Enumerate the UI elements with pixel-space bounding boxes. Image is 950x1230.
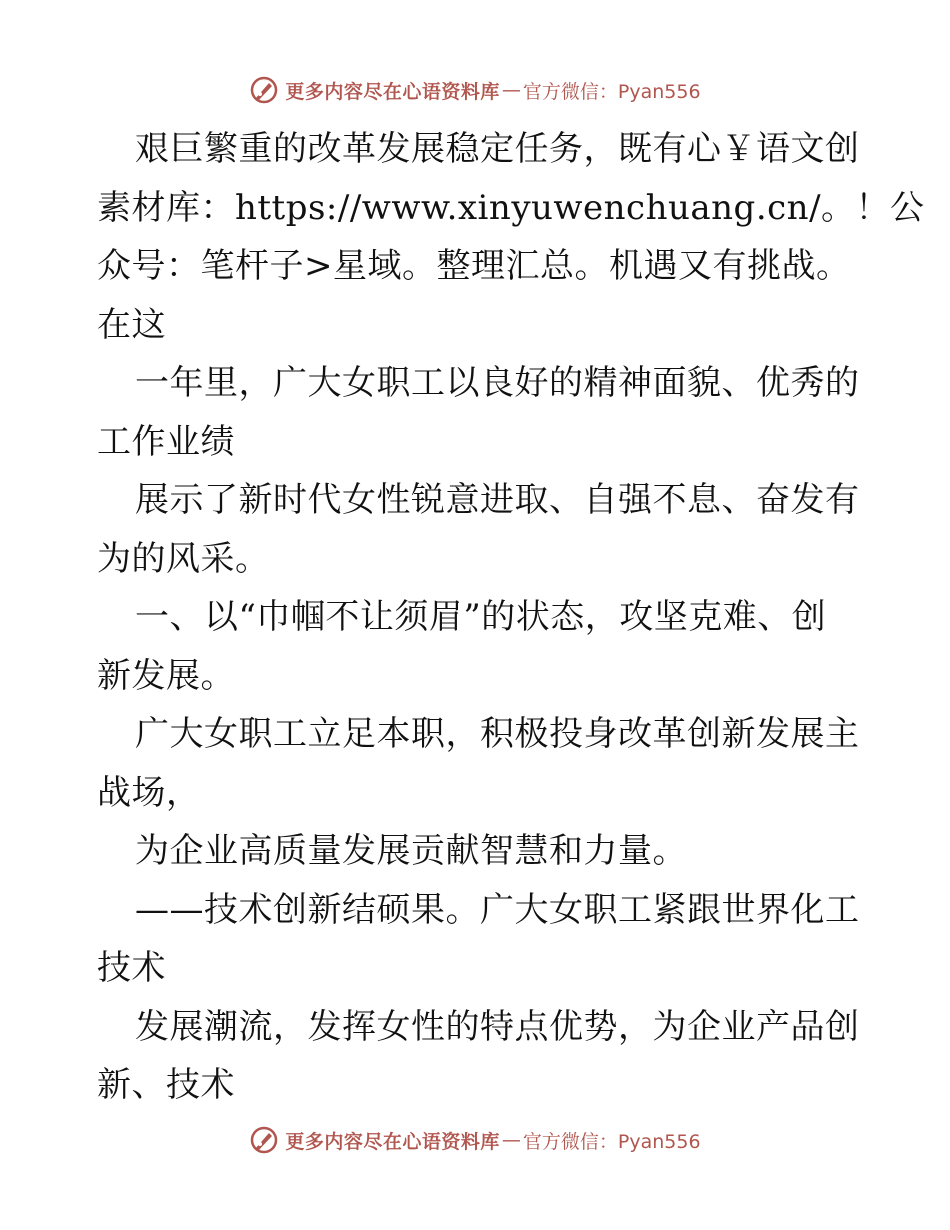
text-line: 素材库：https://www.xinyuwenchuang.cn/。！公 <box>97 187 925 228</box>
document-body <box>97 120 925 1115</box>
text-line: 为的风采。 <box>97 538 270 579</box>
text-line: 艰巨繁重的改革发展稳定任务，既有心￥语文创 <box>135 129 860 169</box>
text-line: 战场， <box>97 772 201 813</box>
text-line: 一、以“巾帼不让须眉”的状态，攻坚克难、创 <box>135 597 827 637</box>
banner-separator: — <box>501 79 521 101</box>
header-banner <box>0 70 950 110</box>
pen-logo-icon <box>249 75 279 105</box>
text-line: 为企业高质量发展贡献智慧和力量。 <box>135 831 687 871</box>
text-line: 一年里，广大女职工以良好的精神面貌、优秀的 <box>135 363 860 403</box>
text-line: 展示了新时代女性锐意进取、自强不息、奋发有 <box>135 480 860 520</box>
text-line: 在这 <box>97 304 166 345</box>
text-line: 发展潮流，发挥女性的特点优势，为企业产品创 <box>135 1006 860 1047</box>
footer-banner <box>0 1120 950 1160</box>
text-line: ——技术创新结硕果。广大女职工紧跟世界化工 <box>135 889 860 930</box>
banner-separator: — <box>501 1129 521 1151</box>
banner-title: 更多内容尽在心语资料库 <box>285 80 500 103</box>
pen-logo-icon <box>249 1125 279 1155</box>
banner-wechat: 官方微信：Pyan556 <box>522 1130 701 1153</box>
text-line: 众号：笔杆子>星域。整理汇总。机遇又有挑战。 <box>97 246 851 286</box>
text-line: 新、技术 <box>97 1065 235 1105</box>
text-line: 工作业绩 <box>97 421 235 462</box>
banner-title: 更多内容尽在心语资料库 <box>285 1130 500 1153</box>
text-line: 新发展。 <box>97 655 235 696</box>
banner-wechat: 官方微信：Pyan556 <box>522 80 701 103</box>
text-line: 技术 <box>97 948 166 988</box>
text-line: 广大女职工立足本职，积极投身改革创新发展主 <box>135 714 860 754</box>
